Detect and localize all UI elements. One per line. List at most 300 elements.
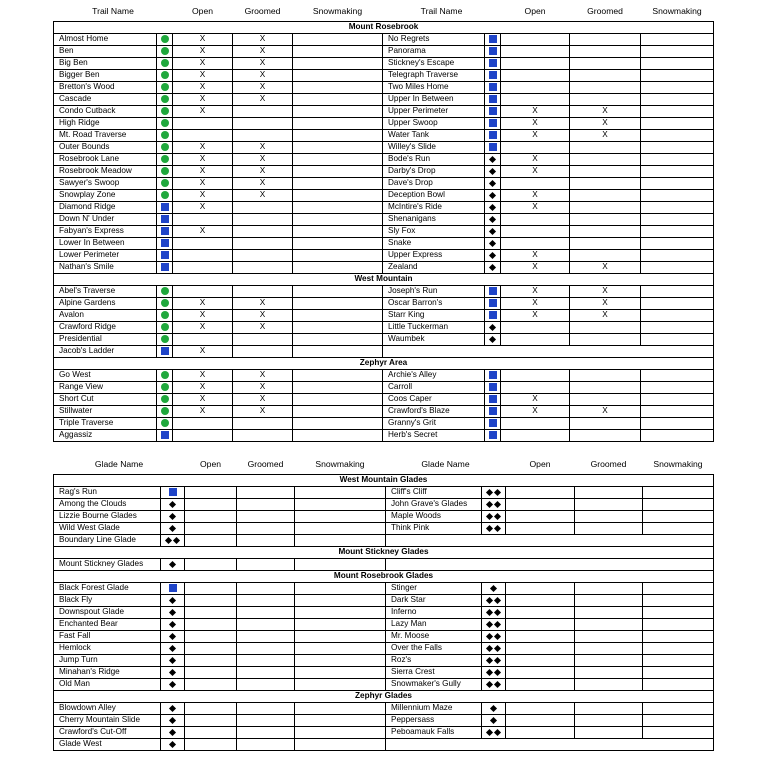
open-cell: X [501,250,570,262]
table-row [54,643,714,655]
row-name: Aggassiz [54,430,157,442]
difficulty-cell [485,58,501,70]
diamond-icon [489,190,497,199]
row-name: Cascade [54,94,157,106]
difficulty-cell [485,382,501,394]
row-name: Wild West Glade [54,523,161,535]
snowmaking-cell [293,82,383,94]
difficulty-cell [485,106,501,118]
table-row [54,298,714,310]
circle-icon [161,370,169,379]
open-cell: X [173,394,233,406]
table-row [54,418,714,430]
open-cell: X [173,58,233,70]
groomed-cell [570,58,641,70]
open-cell [506,595,575,607]
circle-icon [161,142,169,151]
section-title-row [54,475,714,487]
difficulty-cell [485,310,501,322]
diamond-icon [169,595,177,604]
difficulty-cell [161,523,185,535]
row-name: Nathan's Smile [54,262,157,274]
diamond-icon [169,739,177,748]
groomed-cell [237,559,295,571]
row-name: Alpine Gardens [54,298,157,310]
table-row [54,190,714,202]
column-header: Snowmaking [315,460,365,469]
row-name: Panorama [383,46,485,58]
table-row [54,286,714,298]
groomed-cell: X [570,130,641,142]
open-cell [501,178,570,190]
difficulty-cell [485,142,501,154]
open-cell [501,82,570,94]
snowmaking-cell [641,250,714,262]
table-row [54,595,714,607]
column-header: Snowmaking [312,7,363,16]
groomed-cell [570,94,641,106]
groomed-cell: X [233,406,293,418]
snowmaking-cell [643,655,714,667]
row-name: Think Pink [386,523,482,535]
groomed-cell [237,679,295,691]
row-name: Lower In Between [54,238,157,250]
open-cell [185,739,237,751]
difficulty-cell [157,226,173,238]
snowmaking-cell [293,322,383,334]
difficulty-cell [157,118,173,130]
snowmaking-cell [295,559,386,571]
column-header: Glade Name [421,460,470,469]
snowmaking-cell [295,643,386,655]
section-title-row [54,691,714,703]
row-name: Ben [54,46,157,58]
snowmaking-cell [295,511,386,523]
column-header: Open [192,7,214,16]
difficulty-cell [157,406,173,418]
difficulty-cell [485,70,501,82]
table-row [54,322,714,334]
difficulty-cell [485,82,501,94]
circle-icon [161,34,169,43]
open-cell [501,418,570,430]
row-name: McIntire's Ride [383,202,485,214]
snowmaking-cell [641,46,714,58]
diamond-icon [169,559,177,568]
open-cell: X [173,166,233,178]
open-cell [173,262,233,274]
groomed-cell: X [233,82,293,94]
open-cell [501,238,570,250]
column-header: Open [529,460,551,469]
groomed-cell [233,214,293,226]
square-icon [169,487,177,496]
groomed-cell: X [233,154,293,166]
snowmaking-cell [643,523,714,535]
square-icon [489,370,497,379]
snowmaking-cell [641,322,714,334]
groomed-cell [237,643,295,655]
groomed-cell [575,595,643,607]
square-icon [489,34,497,43]
open-cell [506,523,575,535]
open-cell [506,619,575,631]
row-name: Sierra Crest [386,667,482,679]
table-row [54,370,714,382]
table-row [54,250,714,262]
row-name: Upper Perimeter [383,106,485,118]
snowmaking-cell [293,394,383,406]
difficulty-cell [482,703,506,715]
row-name: Bode's Run [383,154,485,166]
diamond-icon [169,523,177,532]
open-cell: X [173,46,233,58]
difficulty-cell [161,511,185,523]
open-cell [185,703,237,715]
groomed-cell [237,499,295,511]
circle-icon [161,322,169,331]
row-name: Crawford's Cut-Off [54,727,161,739]
row-name: Crawford Ridge [54,322,157,334]
snowmaking-cell [293,262,383,274]
section-title: West Mountain [54,274,714,286]
column-header: Trail Name [420,7,463,16]
double-diamond-icon [486,511,502,520]
difficulty-cell [157,418,173,430]
open-cell [506,511,575,523]
snowmaking-cell [643,607,714,619]
groomed-cell [233,118,293,130]
snowmaking-cell [293,118,383,130]
row-name: Herb's Secret [383,430,485,442]
table-row [54,619,714,631]
circle-icon [161,310,169,319]
groomed-cell [575,727,643,739]
row-name: Jacob's Ladder [54,346,157,358]
groomed-cell [575,667,643,679]
open-cell: X [173,226,233,238]
row-name: High Ridge [54,118,157,130]
snowmaking-cell [293,346,383,358]
diamond-icon [169,703,177,712]
row-name: Black Forest Glade [54,583,161,595]
difficulty-cell [482,607,506,619]
row-name: Granny's Grit [383,418,485,430]
groomed-cell [570,166,641,178]
groomed-cell [570,190,641,202]
difficulty-cell [157,250,173,262]
difficulty-cell [157,394,173,406]
snowmaking-cell [641,406,714,418]
difficulty-cell [482,511,506,523]
difficulty-cell [157,430,173,442]
snowmaking-cell [641,190,714,202]
difficulty-cell [157,370,173,382]
row-name: Peppersass [386,715,482,727]
open-cell [506,583,575,595]
circle-icon [161,46,169,55]
table-row [54,106,714,118]
snowmaking-cell [295,487,386,499]
circle-icon [161,334,169,343]
table-row [54,703,714,715]
row-name: Bretton's Wood [54,82,157,94]
groomed-cell [237,619,295,631]
row-name: Darby's Drop [383,166,485,178]
difficulty-cell [482,667,506,679]
diamond-icon [490,715,498,724]
open-cell [501,58,570,70]
row-name: Upper Express [383,250,485,262]
diamond-icon [489,154,497,163]
open-cell: X [173,70,233,82]
row-name: Coos Caper [383,394,485,406]
row-name: Condo Cutback [54,106,157,118]
table-row [54,511,714,523]
diamond-icon [169,727,177,736]
table-row [54,202,714,214]
difficulty-cell [161,715,185,727]
difficulty-cell [482,487,506,499]
groomed-cell [570,334,641,346]
table-row [54,499,714,511]
table-row [54,226,714,238]
open-cell [501,34,570,46]
difficulty-cell [161,727,185,739]
snowmaking-cell [643,511,714,523]
open-cell [185,667,237,679]
snowmaking-cell [643,727,714,739]
header-row [54,7,714,22]
open-cell: X [173,370,233,382]
row-name: Downspout Glade [54,607,161,619]
column-header: Groomed [587,7,623,16]
groomed-cell: X [570,298,641,310]
snowmaking-cell [293,70,383,82]
snowmaking-cell [293,418,383,430]
groomed-cell [575,679,643,691]
groomed-cell [570,430,641,442]
circle-icon [161,418,169,427]
difficulty-cell [161,595,185,607]
row-name: Old Man [54,679,161,691]
table-row [54,118,714,130]
table-row [54,607,714,619]
row-name: Rosebrook Lane [54,154,157,166]
snowmaking-cell [641,106,714,118]
table-row [54,739,714,751]
difficulty-cell [157,154,173,166]
open-cell [185,535,237,547]
snowmaking-cell [293,298,383,310]
open-cell [173,430,233,442]
groomed-cell [570,238,641,250]
open-cell [185,595,237,607]
snowmaking-cell [641,310,714,322]
difficulty-cell [485,226,501,238]
groomed-cell: X [233,70,293,82]
open-cell [506,679,575,691]
snowmaking-cell [641,202,714,214]
square-icon [489,394,497,403]
groomed-cell [237,523,295,535]
snowmaking-cell [293,154,383,166]
diamond-icon [169,499,177,508]
difficulty-cell [161,643,185,655]
open-cell [185,727,237,739]
empty-cell [386,535,714,547]
open-cell [173,286,233,298]
snowmaking-cell [295,583,386,595]
snowmaking-cell [641,238,714,250]
difficulty-cell [161,619,185,631]
groomed-cell: X [233,190,293,202]
difficulty-cell [485,250,501,262]
difficulty-cell [485,406,501,418]
open-cell: X [173,202,233,214]
groomed-cell [570,322,641,334]
snowmaking-cell [643,619,714,631]
row-name: Carroll [383,382,485,394]
square-icon [489,106,497,115]
row-name: Almost Home [54,34,157,46]
snowmaking-cell [295,703,386,715]
difficulty-cell [157,166,173,178]
double-diamond-icon [486,607,502,616]
table-row [54,487,714,499]
square-icon [161,250,169,259]
open-cell [501,430,570,442]
row-name: Enchanted Bear [54,619,161,631]
open-cell [185,523,237,535]
difficulty-cell [157,130,173,142]
open-cell [501,226,570,238]
difficulty-cell [157,262,173,274]
snowmaking-cell [295,739,386,751]
row-name: Sly Fox [383,226,485,238]
open-cell: X [173,154,233,166]
snowmaking-cell [641,70,714,82]
difficulty-cell [157,286,173,298]
open-cell [506,727,575,739]
groomed-cell [233,226,293,238]
circle-icon [161,58,169,67]
open-cell: X [501,298,570,310]
square-icon [489,430,497,439]
groomed-cell [233,286,293,298]
open-cell: X [173,106,233,118]
open-cell [185,679,237,691]
section-title-row [54,547,714,559]
groomed-cell: X [570,406,641,418]
difficulty-cell [161,679,185,691]
snowmaking-cell [643,487,714,499]
snowmaking-cell [641,34,714,46]
difficulty-cell [485,46,501,58]
open-cell: X [501,406,570,418]
open-cell [501,322,570,334]
snowmaking-cell [643,583,714,595]
square-icon [489,382,497,391]
section-title: Mount Rosebrook [54,22,714,34]
groomed-cell [575,715,643,727]
square-icon [161,226,169,235]
row-name: Roz's [386,655,482,667]
open-cell [173,238,233,250]
difficulty-cell [161,535,185,547]
open-cell [506,643,575,655]
difficulty-cell [157,142,173,154]
square-icon [489,58,497,67]
square-icon [489,298,497,307]
snowmaking-cell [295,535,386,547]
double-diamond-icon [486,655,502,664]
open-cell [185,643,237,655]
table-row [54,523,714,535]
open-cell [185,631,237,643]
row-name: Upper Swoop [383,118,485,130]
table-row [54,727,714,739]
difficulty-cell [485,154,501,166]
open-cell: X [501,154,570,166]
difficulty-cell [157,322,173,334]
open-cell [185,607,237,619]
diamond-icon [490,583,498,592]
table-row [54,238,714,250]
circle-icon [161,154,169,163]
column-header: Groomed [247,460,284,469]
snowmaking-cell [295,655,386,667]
row-name: Presidential [54,334,157,346]
table-row [54,94,714,106]
double-diamond-icon [486,631,502,640]
diamond-icon [489,226,497,235]
table-row [54,310,714,322]
table-row [54,583,714,595]
snowmaking-cell [293,34,383,46]
snowmaking-cell [293,214,383,226]
snowmaking-cell [293,286,383,298]
row-name: Upper In Between [383,94,485,106]
groomed-cell [233,202,293,214]
row-name: Peboamauk Falls [386,727,482,739]
groomed-cell [570,70,641,82]
difficulty-cell [161,607,185,619]
column-header: Trail Name [92,7,134,16]
row-name: Outer Bounds [54,142,157,154]
snowmaking-cell [293,190,383,202]
snowmaking-cell [293,226,383,238]
double-diamond-icon [486,595,502,604]
groomed-cell [570,34,641,46]
table-row [54,178,714,190]
groomed-cell [575,703,643,715]
circle-icon [161,130,169,139]
table-row [54,382,714,394]
open-cell [185,487,237,499]
snowmaking-cell [641,394,714,406]
row-name: Snowplay Zone [54,190,157,202]
table-row [54,46,714,58]
table-row [54,667,714,679]
difficulty-cell [157,202,173,214]
snowmaking-cell [295,679,386,691]
row-name: No Regrets [383,34,485,46]
groomed-cell: X [570,106,641,118]
groomed-cell: X [233,34,293,46]
empty-cell [383,346,714,358]
snowmaking-cell [293,334,383,346]
